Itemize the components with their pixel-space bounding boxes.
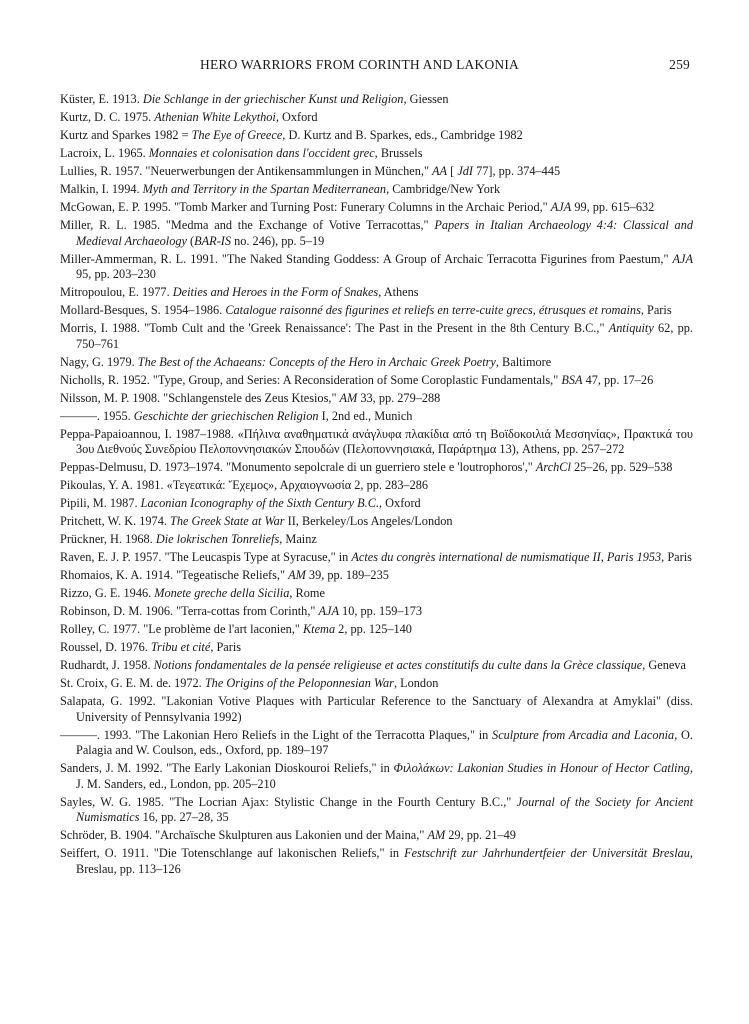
entry-text-segment: Peppas-Delmusu, D. 1973–1974. "Monumento sepolcrale di un guerriero stele e 'loutrophoros'," (60, 460, 536, 474)
entry-text-segment: Malkin, I. 1994. (60, 182, 143, 196)
entry-text-segment: 62, pp. 750–761 (76, 321, 694, 351)
entry-text-segment: no. 246), pp. 5–19 (231, 233, 325, 248)
entry-text-segment: 77], pp. 374–445 (473, 164, 561, 178)
entry-text-segment: , Giessen (403, 92, 449, 106)
page-number: 259 (669, 57, 690, 72)
entry-text-segment: Rudhardt, J. 1958. (60, 658, 154, 672)
bibliography-entry (60, 514, 693, 530)
entry-italic-segment: Athenian White Lekythoi (154, 110, 276, 124)
entry-italic-segment: Monnaies et colonisation dans l'occident grec (148, 146, 375, 160)
entry-italic-segment: Myth and Territory in the Spartan Mediterranean (142, 182, 387, 196)
entry-text-segment: Rizzo, G. E. 1946. (60, 586, 155, 600)
bibliography-entry (60, 496, 693, 512)
entry-italic-segment: BSA (561, 372, 583, 387)
entry-italic-segment: AJA (550, 200, 572, 214)
bibliography-entry (60, 676, 693, 692)
entry-text-segment: ( (186, 233, 195, 248)
entry-italic-segment: Deities and Heroes in the Form of Snakes (172, 285, 379, 299)
entry-italic-segment: Tribu et cité (150, 640, 211, 654)
entry-text-segment: Nagy, G. 1979. (60, 354, 138, 369)
entry-text-segment: Mollard-Besques, S. 1954–1986. (60, 303, 226, 317)
entry-text-segment: Robinson, D. M. 1906. "Terra-cottas from Corinth," (60, 604, 319, 618)
entry-text-segment: , Breslau, pp. 113–126 (76, 846, 693, 876)
bibliography-entry (60, 128, 693, 144)
bibliography-entry (60, 391, 693, 407)
entry-text-segment: , Baltimore (495, 354, 552, 369)
entry-italic-segment: AM (288, 568, 306, 582)
entry-text-segment: 16, pp. 27–28, 35 (139, 810, 229, 824)
entry-text-segment: , Rome (289, 586, 325, 600)
entry-text-segment: Rolley, C. 1977. "Le problème de l'art laconien," (60, 622, 303, 636)
entry-italic-segment: The Eye of Greece (191, 128, 283, 142)
entry-italic-segment: BAR-IS (194, 233, 232, 248)
entry-text-segment: , Mainz (279, 532, 317, 546)
bibliography-entry (60, 478, 693, 494)
bibliography-entry (60, 303, 693, 319)
entry-italic-segment: Laconian Iconography of the Sixth Century B.C. (140, 496, 380, 510)
bibliography-entry (60, 460, 693, 476)
entry-text-segment: , Paris (210, 640, 242, 654)
entry-text-segment: Roussel, D. 1976. (60, 640, 151, 654)
entry-text-segment: 33, pp. 279–288 (357, 390, 441, 405)
bibliography-entry (60, 622, 693, 638)
entry-text-segment: 10, pp. 159–173 (338, 604, 422, 618)
bibliography-entry (60, 846, 693, 877)
entry-text-segment: , Paris (640, 303, 672, 317)
entry-italic-segment: AM (427, 828, 446, 842)
entry-text-segment: Seiffert, O. 1911. "Die Totenschlange auf lakonischen Reliefs," in (60, 846, 405, 860)
bibliography-entry (60, 728, 693, 759)
entry-text-segment: Miller-Ammerman, R. L. 1991. "The Naked Standing Goddess: A Group of Archaic Terracotta Figurines from Paestum," (60, 251, 673, 266)
bibliography-list (60, 92, 693, 880)
entry-text-segment: 25–26, pp. 529–538 (570, 460, 673, 474)
entry-text-segment: Rhomaios, K. A. 1914. "Tegeatische Reliefs," (60, 568, 289, 582)
entry-text-segment: [ (447, 164, 458, 178)
bibliography-entry (60, 200, 693, 216)
bibliography-entry (60, 586, 693, 602)
entry-text-segment: I, 2nd ed., Munich (318, 408, 413, 423)
bibliography-entry (60, 640, 693, 656)
bibliography-entry (60, 409, 693, 425)
entry-text-segment: Salapata, G. 1992. "Lakonian Votive Plaques with Particular Reference to the Sanctuary of Alexandra at Amyklai" (diss. University of Pennsylvania 1992) (60, 694, 693, 724)
bibliography-entry (60, 182, 693, 198)
entry-text-segment: Miller, R. L. 1985. "Medma and the Exchange of Votive Terracottas," (60, 218, 435, 232)
entry-italic-segment: The Origins of the Peloponnesian War (204, 676, 394, 690)
bibliography-entry (60, 373, 693, 389)
entry-text-segment: ———. 1993. "The Lakonian Hero Reliefs in the Light of the Terracotta Plaques," in (60, 727, 493, 742)
entry-italic-segment: Die Schlange in der griechischer Kunst und Religion (142, 92, 404, 106)
entry-text-segment: 2, pp. 125–140 (335, 622, 412, 636)
entry-text-segment: Lacroix, L. 1965. (60, 146, 149, 160)
bibliography-entry (60, 550, 693, 566)
bibliography-entry (60, 92, 693, 108)
entry-text-segment: Schröder, B. 1904. "Archaïsche Skulpturen aus Lakonien und der Maina," (60, 828, 428, 842)
running-header (60, 57, 690, 77)
entry-italic-segment: Ktema (302, 622, 336, 636)
entry-italic-segment: Journal of the Society for Ancient Numismatics (76, 794, 693, 824)
bibliography-entry (60, 285, 693, 301)
entry-italic-segment: Actes du congrès international de numismatique II, Paris 1953 (351, 550, 662, 564)
entry-text-segment: McGowan, E. P. 1995. "Tomb Marker and Turning Post: Funerary Columns in the Archaic Period," (60, 200, 551, 214)
entry-text-segment: Kurtz, D. C. 1975. (60, 110, 155, 124)
bibliography-entry (60, 146, 693, 162)
entry-text-segment: , Oxford (379, 496, 421, 510)
entry-text-segment: St. Croix, G. E. M. de. 1972. (60, 676, 205, 690)
entry-italic-segment: The Best of the Achaeans: Concepts of the Hero in Archaic Greek Poetry (137, 354, 496, 369)
entry-text-segment: Morris, I. 1988. "Tomb Cult and the 'Greek Renaissance': The Past in the Present in the 8th Century B.C.," (60, 321, 609, 335)
entry-text-segment: Sayles, W. G. 1985. "The Locrian Ajax: Stylistic Change in the Fourth Century B.C.," (60, 794, 517, 809)
entry-text-segment: II, Berkeley/Los Angeles/London (284, 514, 453, 528)
entry-text-segment: ———. 1955. (60, 408, 134, 423)
entry-text-segment: Prückner, H. 1968. (60, 532, 156, 546)
entry-italic-segment: The Greek State at War (170, 514, 285, 528)
bibliography-entry (60, 761, 693, 792)
entry-text-segment: Raven, E. J. P. 1957. "The Leucaspis Type at Syracuse," in (60, 550, 352, 564)
entry-text-segment: Pritchett, W. K. 1974. (60, 514, 170, 528)
bibliography-entry (60, 427, 693, 458)
entry-text-segment: , O. Palagia and W. Coulson, eds., Oxford, pp. 189–197 (76, 727, 694, 757)
entry-text-segment: 99, pp. 615–632 (571, 200, 655, 214)
entry-italic-segment: Sculpture from Arcadia and Laconia (492, 727, 675, 742)
bibliography-entry (60, 218, 693, 249)
entry-italic-segment: Monete greche della Sicilia (154, 586, 290, 600)
bibliography-entry (60, 828, 693, 844)
entry-text-segment: Peppa-Papaioannou, I. 1987–1988. «Πήλινα αναθηματικά ανάγλυφα πλακίδια από τη Βοϊδοκοιλιά Μεσσηνίας», Πρακτικά του 3ου Διεθνούς Συνεδρίου Πελοποννησιακών Σπουδών (Πελοποννησιακά, Παράρτημα 13), Athens, pp. 257–272 (60, 426, 693, 456)
entry-text-segment: Nilsson, M. P. 1908. "Schlangenstele des Zeus Ktesios," (60, 390, 340, 405)
entry-italic-segment: JdI (457, 164, 474, 178)
entry-text-segment: 29, pp. 21–49 (445, 828, 516, 842)
entry-text-segment: , D. Kurtz and B. Sparkes, eds., Cambridge 1982 (282, 128, 523, 142)
entry-italic-segment: Die lokrischen Tonreliefs (155, 532, 280, 546)
bibliography-entry (60, 658, 693, 674)
entry-italic-segment: ArchCl (535, 460, 571, 474)
entry-text-segment: 47, pp. 17–26 (582, 372, 654, 387)
bibliography-entry (60, 694, 693, 725)
entry-text-segment: Sanders, J. M. 1992. "The Early Lakonian Dioskouroi Reliefs," in (60, 761, 394, 775)
entry-text-segment: Lullies, R. 1957. "Neuerwerbungen der Antikensammlungen in München," (60, 164, 433, 178)
entry-text-segment: , Athens (378, 285, 419, 299)
entry-text-segment: , Paris (661, 550, 692, 564)
entry-italic-segment: AJA (318, 604, 339, 618)
bibliography-entry (60, 795, 693, 826)
entry-text-segment: , London (393, 676, 439, 690)
bibliography-entry (60, 321, 693, 352)
entry-italic-segment: Papers in Italian Archaeology 4:4: Classical and Medieval Archaeology (76, 218, 693, 248)
entry-italic-segment: Geschichte der griechischen Religion (133, 408, 319, 423)
bibliography-entry (60, 164, 693, 180)
bibliography-entry (60, 568, 693, 584)
entry-italic-segment: Φιλολάκων: Lakonian Studies in Honour of Hector Catling (393, 761, 690, 775)
entry-text-segment: 95, pp. 203–230 (76, 267, 156, 281)
entry-text-segment: 39, pp. 189–235 (305, 568, 389, 582)
entry-text-segment: , J. M. Sanders, ed., London, pp. 205–210 (76, 761, 693, 791)
entry-text-segment: Pikoulas, Y. A. 1981. «Τεγεατικά: Ἔχεμος», Αρχαιογνωσία 2, pp. 283–286 (60, 478, 429, 492)
entry-text-segment: Mitropoulou, E. 1977. (60, 285, 173, 299)
entry-italic-segment: Antiquity (608, 321, 654, 335)
entry-text-segment: Kurtz and Sparkes 1982 = (60, 128, 192, 142)
entry-italic-segment: Notions fondamentales de la pensée religieuse et actes constitutifs du culte dans la Grèce classique (153, 658, 643, 672)
entry-italic-segment: AM (339, 390, 358, 405)
bibliography-entry (60, 252, 693, 283)
running-title: HERO WARRIORS FROM CORINTH AND LAKONIA (200, 57, 519, 72)
bibliography-entry (60, 355, 693, 371)
bibliography-entry (60, 532, 693, 548)
entry-text-segment: , Geneva (642, 658, 686, 672)
bibliography-entry (60, 604, 693, 620)
entry-text-segment: Nicholls, R. 1952. "Type, Group, and Series: A Reconsideration of Some Coroplastic Fundamentals," (60, 372, 562, 387)
entry-italic-segment: Festschrift zur Jahrhundertfeier der Universität Breslau (404, 846, 690, 860)
entry-text-segment: Pipili, M. 1987. (60, 496, 141, 510)
entry-text-segment: , Brussels (374, 146, 423, 160)
entry-text-segment: , Cambridge/New York (386, 182, 501, 196)
entry-italic-segment: Catalogue raisonné des figurines et reliefs en terre-cuite grecs, étrusques et romains (225, 303, 641, 317)
entry-italic-segment: AJA (672, 251, 693, 266)
bibliography-entry (60, 110, 693, 126)
entry-text-segment: , Oxford (275, 110, 318, 124)
entry-text-segment: Küster, E. 1913. (60, 92, 143, 106)
entry-italic-segment: AA (432, 164, 448, 178)
